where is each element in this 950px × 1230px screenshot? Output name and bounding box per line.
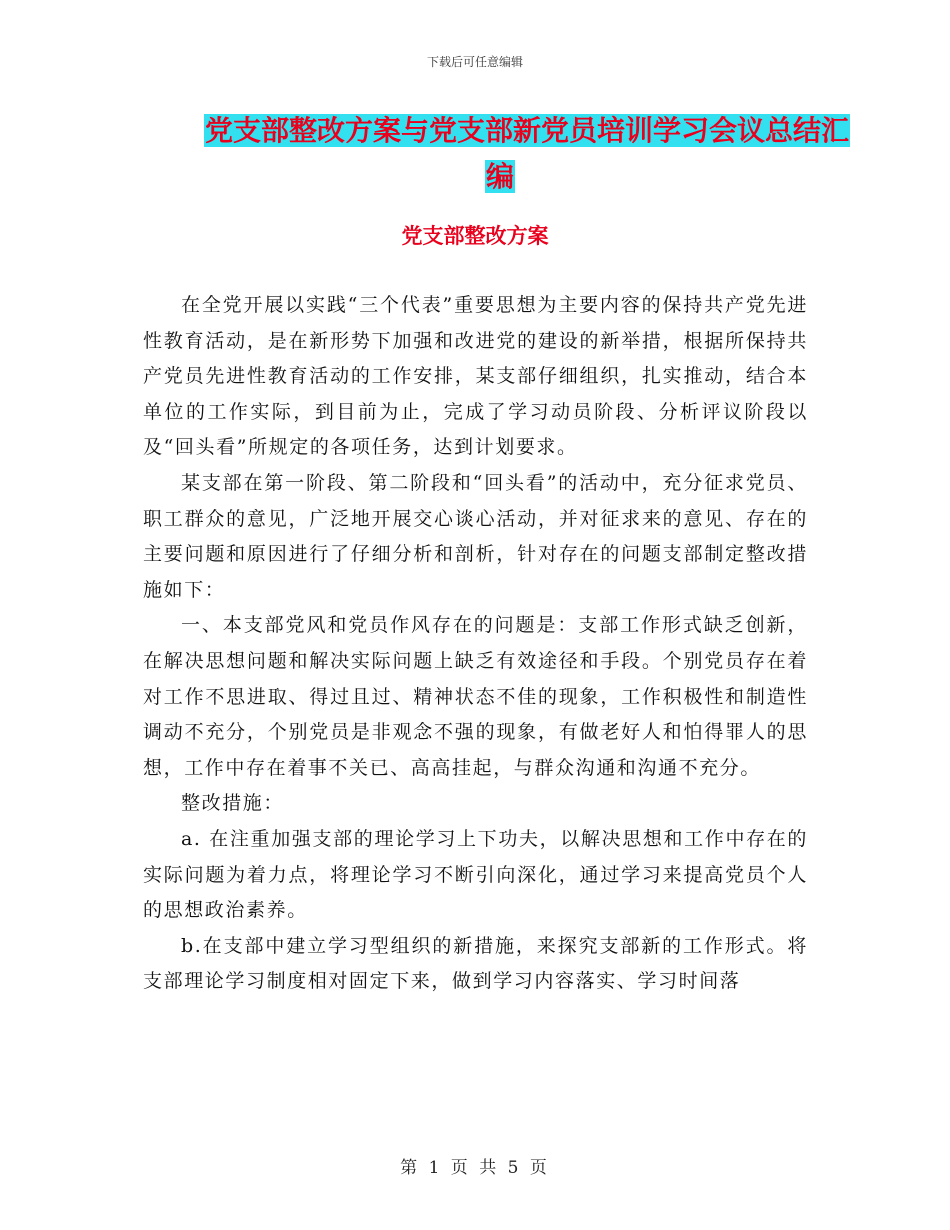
paragraph: 整改措施： [181,792,285,815]
document-title-line-2-text: 编 [485,160,514,193]
paragraph: a. 在注重加强支部的理论学习上下功夫，以解决思想和工作中存在的实际问题为着力点，将理论学习不断引向深化，通过学习来提高党员个人的思想政治素养。 [143,827,808,922]
paragraph: 在全党开展以实践“三个代表”重要思想为主要内容的保持共产党先进性教育活动，是在新形势下加强和改进党的建设的新举措，根据所保持共产党员先进性教育活动的工作安排，某支部仔细组织，扎实推动，结合本单位的工作实际，到目前为止，完成了学习动员阶段、分析评议阶段以及“回头看”所规定的各项任务，达到计划要求。 [143,294,808,459]
page-header-note: 下载后可任意编辑 [426,55,523,69]
section-title: 党支部整改方案 [401,224,549,248]
paragraph: 某支部在第一阶段、第二阶段和“回头看”的活动中，充分征求党员、职工群众的意见，广泛地开展交心谈心活动，并对征求来的意见、存在的主要问题和原因进行了仔细分析和剖析，针对存在的问题支部制定整改措施如下： [143,471,808,601]
document-title [150,108,850,200]
paragraph: b.在支部中建立学习型组织的新措施，来探究支部新的工作形式。将支部理论学习制度相对固定下来，做到学习内容落实、学习时间落 [143,934,808,993]
document-title-line-2 [150,154,850,200]
page-number: 第 1 页 共 5 页 [400,1158,550,1178]
document-title-line-1-text: 党支部整改方案与党支部新党员培训学习会议总结汇 [204,114,849,147]
body-text [143,288,808,1000]
document-title-line-1 [150,108,850,154]
paragraph: 一、本支部党风和党员作风存在的问题是：支部工作形式缺乏创新，在解决思想问题和解决实际问题上缺乏有效途径和手段。个别党员存在着对工作不思进取、得过且过、精神状态不佳的现象，工作积极性和制造性调动不充分，个别党员是非观念不强的现象，有做老好人和怕得罪人的思想，工作中存在着事不关已、高高挂起，与群众沟通和沟通不充分。 [143,614,808,779]
